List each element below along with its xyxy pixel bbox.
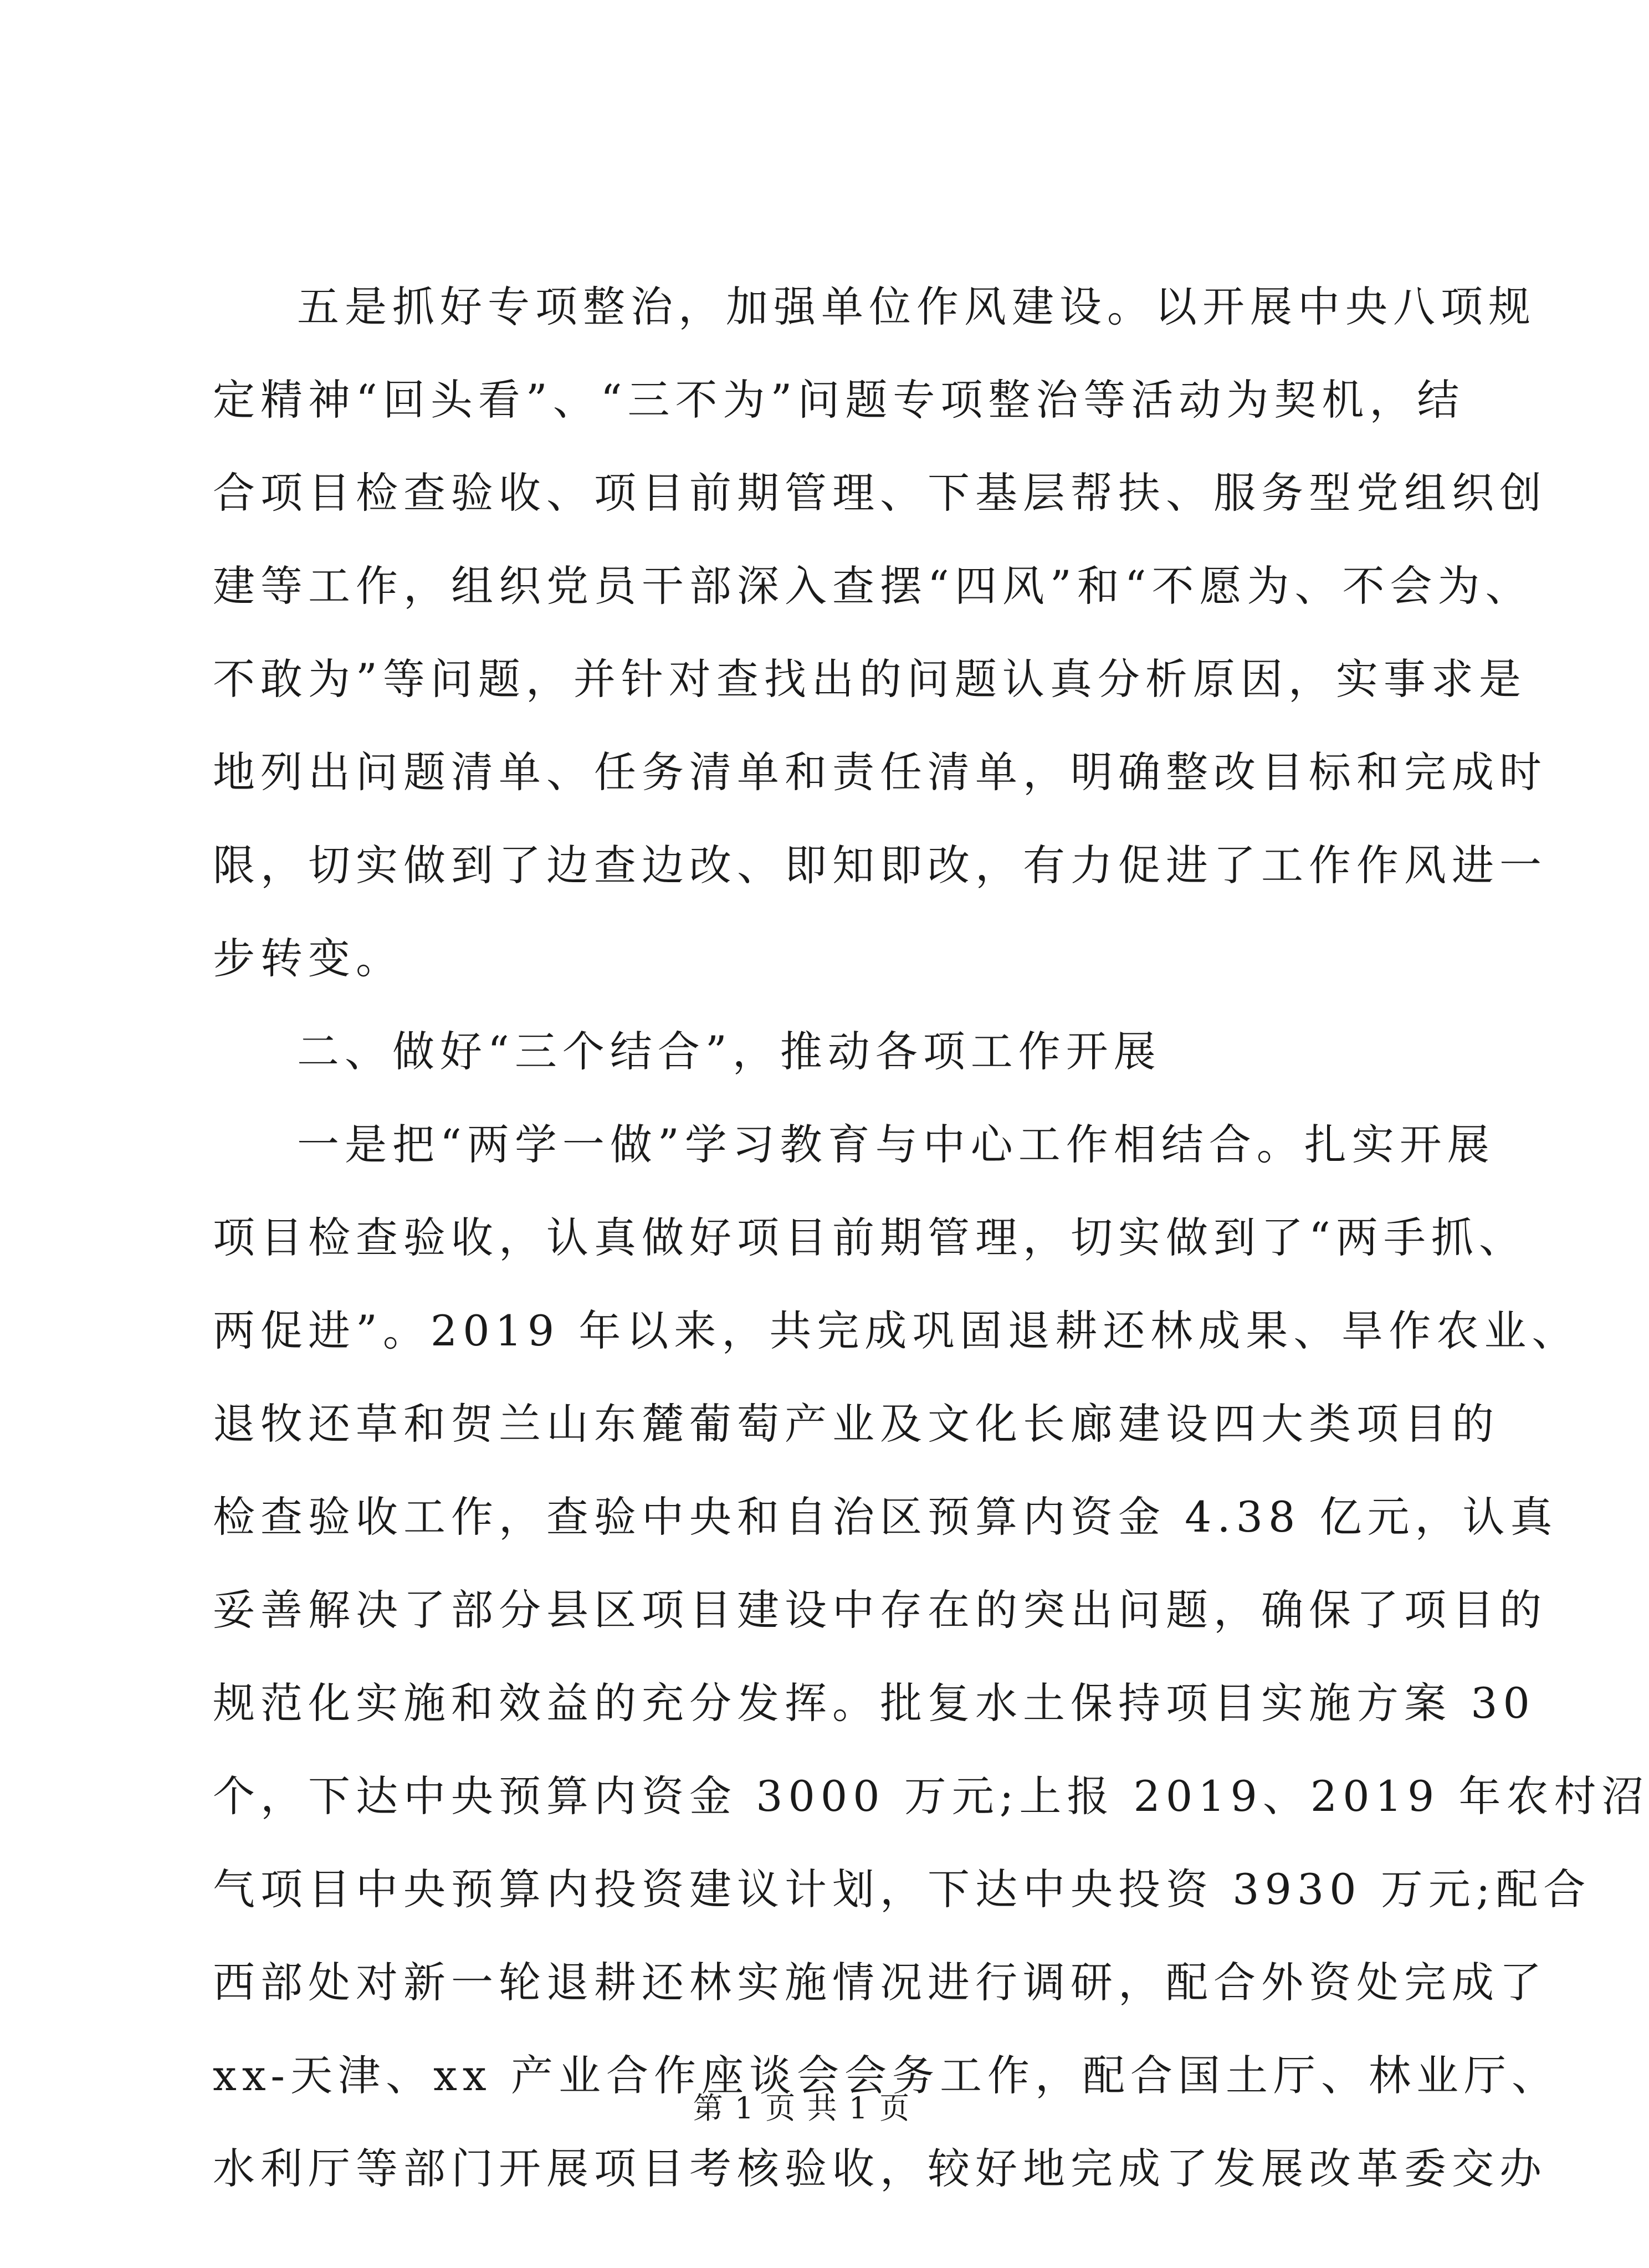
page-number-footer: 第 1 页 共 1 页	[693, 2091, 911, 2126]
paragraph-line: 步转变。	[213, 934, 403, 983]
paragraph-line: 气项目中央预算内投资建议计划，下达中央投资 3930 万元;配合	[213, 1865, 1591, 1914]
paragraph-line: 限，切实做到了边查边改、即知即改，有力促进了工作作风进一	[213, 841, 1547, 890]
section-heading: 二、做好“三个结合”，推动各项工作开展	[297, 1027, 1161, 1076]
paragraph-line: 定精神“回头看”、“三不为”问题专项整治等活动为契机，结	[213, 375, 1465, 424]
paragraph-line: 建等工作，组织党员干部深入查摆“四风”和“不愿为、不会为、	[213, 561, 1533, 611]
paragraph-line: 西部处对新一轮退耕还林实施情况进行调研，配合外资处完成了	[213, 1958, 1547, 2007]
paragraph-line: 检查验收工作，查验中央和自治区预算内资金 4.38 亿元，认真	[213, 1492, 1558, 1542]
paragraph-line: 个，下达中央预算内资金 3000 万元;上报 2019、2019 年农村沼	[213, 1772, 1649, 1821]
paragraph-line: 退牧还草和贺兰山东麓葡萄产业及文化长廊建设四大类项目的	[213, 1399, 1499, 1448]
paragraph-line: 项目检查验收，认真做好项目前期管理，切实做到了“两手抓、	[213, 1213, 1527, 1262]
document-body	[213, 260, 1649, 2215]
paragraph-line: 合项目检查验收、项目前期管理、下基层帮扶、服务型党组织创	[213, 468, 1547, 518]
paragraph-line: 妥善解决了部分县区项目建设中存在的突出问题，确保了项目的	[213, 1585, 1547, 1635]
paragraph-line: xx-天津、xx 产业合作座谈会会务工作，配合国土厅、林业厅、	[213, 2051, 1559, 2100]
paragraph-line: 五是抓好专项整治，加强单位作风建设。以开展中央八项规	[297, 282, 1536, 331]
paragraph-line: 一是把“两学一做”学习教育与中心工作相结合。扎实开展	[297, 1120, 1495, 1169]
paragraph-line: 两促进”。2019 年以来，共完成巩固退耕还林成果、旱作农业、	[213, 1306, 1580, 1355]
paragraph-line: 规范化实施和效益的充分发挥。批复水土保持项目实施方案 30	[213, 1678, 1535, 1728]
paragraph-line: 不敢为”等问题，并针对查找出的问题认真分析原因，实事求是	[213, 654, 1527, 704]
paragraph-line: 地列出问题清单、任务清单和责任清单，明确整改目标和完成时	[213, 748, 1547, 797]
paragraph-line: 水利厅等部门开展项目考核验收，较好地完成了发展改革委交办	[213, 2144, 1547, 2193]
